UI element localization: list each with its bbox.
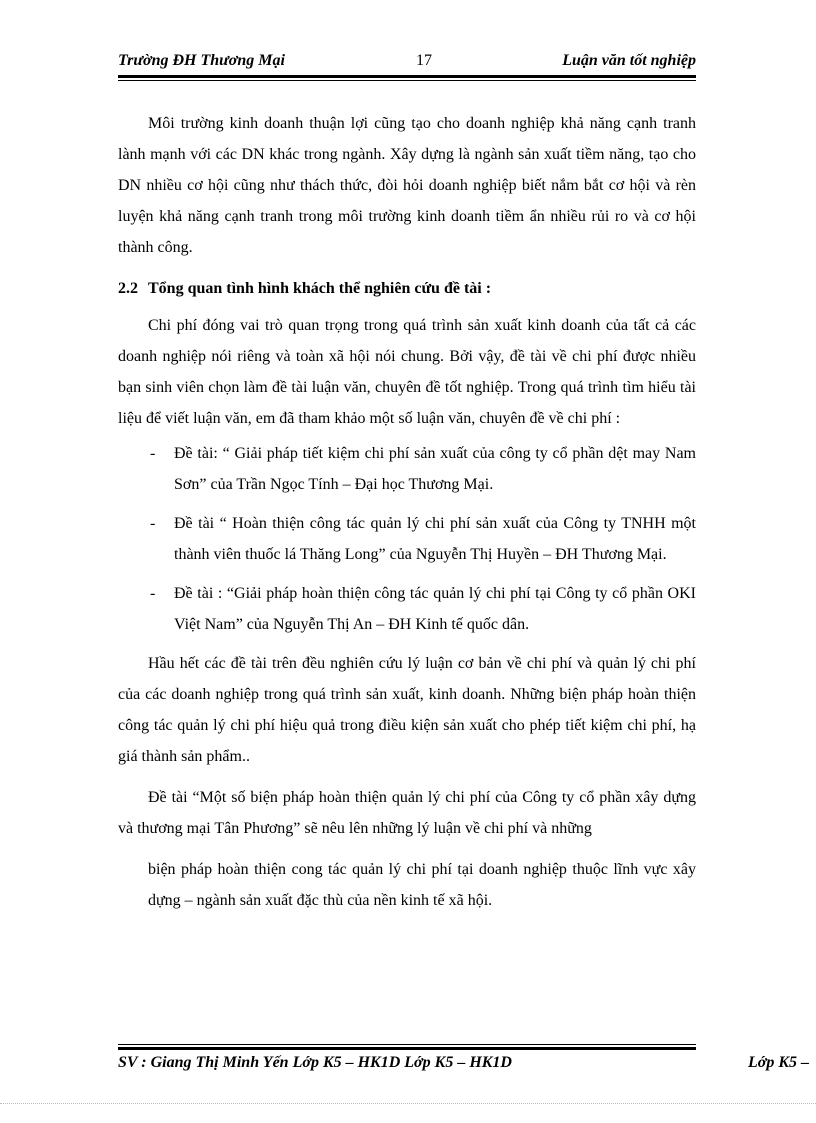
header-rule-thick xyxy=(118,75,696,78)
list-item xyxy=(118,578,696,640)
paragraph-intro: Môi trường kinh doanh thuận lợi cũng tạo cho doanh nghiệp khả năng cạnh tranh lành mạnh với các DN khác trong ngành. Xây dựng là ngành sản xuất tiềm năng, tạo cho DN nhiều cơ hội cũng như thách thức, đòi hỏi doanh nghiệp biết nắm bắt cơ hội và rèn luyện khả năng cạnh tranh trong môi trường kinh doanh tiềm ẩn nhiều rủi ro và cơ hội thành công. xyxy=(118,115,696,256)
page-body xyxy=(118,108,696,916)
list-item xyxy=(118,438,696,500)
reference-list xyxy=(118,438,696,640)
footer-class: Lớp K5 – xyxy=(748,1054,810,1071)
footer-student: SV : Giang Thị Minh Yến Lớp K5 – HK1D Lớp K5 – HK1D xyxy=(118,1054,512,1071)
list-item xyxy=(118,508,696,570)
header-doc-type: Luận văn tốt nghiệp xyxy=(562,52,696,69)
paragraph-topic-continued: biện pháp hoàn thiện cong tác quản lý chi phí tại doanh nghiệp thuộc lĩnh vực xây dựng – ngành sản xuất đặc thù của nền kinh tế xã hội. xyxy=(148,861,696,909)
page-bottom-edge xyxy=(0,1103,816,1104)
page-number: 17 xyxy=(416,52,432,69)
footer-rule-thin xyxy=(118,1044,696,1045)
section-number: 2.2 xyxy=(118,280,138,297)
section-heading xyxy=(118,273,696,304)
reference-text: Đề tài: “ Giải pháp tiết kiệm chi phí sản xuất của công ty cổ phần dệt may Nam Sơn” của Trần Ngọc Tính – Đại học Thương Mại. xyxy=(174,445,696,493)
section-title: Tổng quan tình hình khách thể nghiên cứu đề tài : xyxy=(148,280,492,297)
reference-text: Đề tài : “Giải pháp hoàn thiện công tác quản lý chi phí tại Công ty cổ phần OKI Việt Nam” của Nguyễn Thị An – ĐH Kinh tế quốc dân. xyxy=(174,585,696,633)
page-header xyxy=(118,50,696,76)
bullet-dash: - xyxy=(150,585,156,602)
paragraph-topic: Đề tài “Một số biện pháp hoàn thiện quản lý chi phí của Công ty cổ phần xây dựng và thương mại Tân Phương” sẽ nêu lên những lý luận về chi phí và những xyxy=(118,789,696,837)
paragraph-overview: Chi phí đóng vai trò quan trọng trong quá trình sản xuất kinh doanh của tất cả các doanh nghiệp nói riêng và toàn xã hội nói chung. Bởi vậy, đề tài về chi phí được nhiều bạn sinh viên chọn làm đề tài luận văn, chuyên đề tốt nghiệp. Trong quá trình tìm hiểu tài liệu để viết luận văn, em đã tham khảo một số luận văn, chuyên đề về chi phí : xyxy=(118,317,696,427)
paragraph-summary: Hầu hết các đề tài trên đều nghiên cứu lý luận cơ bản về chi phí và quản lý chi phí của các doanh nghiệp trong quá trình sản xuất, kinh doanh. Những biện pháp hoàn thiện công tác quản lý chi phí hiệu quả trong điều kiện sản xuất cho phép tiết kiệm chi phí, hạ giá thành sản phẩm.. xyxy=(118,655,696,765)
header-school: Trường ĐH Thương Mại xyxy=(118,52,285,69)
footer-rule-thick xyxy=(118,1047,696,1050)
bullet-dash: - xyxy=(150,515,156,532)
page-footer xyxy=(118,1054,816,1078)
bullet-dash: - xyxy=(150,445,156,462)
reference-text: Đề tài “ Hoàn thiện công tác quản lý chi phí sản xuất của Công ty TNHH một thành viên thuốc lá Thăng Long” của Nguyễn Thị Huyền – ĐH Thương Mại. xyxy=(174,515,696,563)
header-rule-thin xyxy=(118,80,696,81)
